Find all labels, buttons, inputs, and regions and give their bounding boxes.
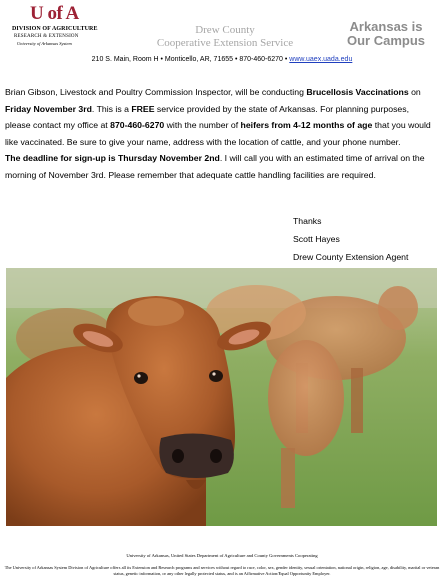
- paragraph-deadline: The deadline for sign-up is Thursday November 2nd. I will call you with an estimated time of arrival on the morning of November 3rd. Please remember that adequate cattle handling facilities are required.: [5, 153, 425, 180]
- letter-body: [5, 84, 437, 183]
- campus-line-1: Arkansas is: [349, 19, 423, 34]
- free-label: FREE: [131, 103, 155, 114]
- uada-logo: [6, 3, 98, 50]
- campus-line-2: Our Campus: [346, 33, 425, 48]
- signoff-name: Scott Hayes: [293, 234, 340, 244]
- event-date: Friday November 3rd: [5, 103, 92, 114]
- logo-subtitle: RESEARCH & EXTENSION: [14, 34, 79, 39]
- service-name: Cooperative Extension Service: [156, 37, 294, 49]
- office-phone: 870-460-6270: [110, 120, 165, 130]
- address-line: [0, 55, 444, 64]
- cattle-illustration: [6, 268, 437, 526]
- campus-slogan: [332, 20, 440, 48]
- letterhead: [0, 0, 444, 56]
- signoff-title: Drew County Extension Agent: [293, 252, 409, 262]
- county-office-title: [120, 24, 330, 50]
- deadline-text: The deadline for sign-up is Thursday November 2nd: [5, 153, 220, 163]
- county-name: Drew County: [195, 24, 255, 36]
- paragraph-announcement: Brian Gibson, Livestock and Poultry Commission Inspector, will be conducting Brucellosis Vaccinations on Friday November 3rd. This is a FREE service provided by the state of Arkansas. For planning purposes, please contact my office at 870-460-6270 with the number of heifers from 4-12 months of age that you would like vaccinated. Be sure to give your name, address with the location of cattle, and your phone number.: [5, 87, 431, 147]
- website-link[interactable]: www.uaex.uada.edu: [289, 56, 353, 63]
- address-text: 210 S. Main, Room H • Monticello, AR, 71655 • 870-460-6270 •: [91, 56, 288, 63]
- signoff-thanks: Thanks: [293, 216, 322, 226]
- logo-division: DIVISION OF AGRICULTURE: [12, 26, 98, 32]
- signature-block: [293, 212, 408, 266]
- heifer-age: heifers from 4-12 months of age: [240, 120, 373, 130]
- logo-mark: U of A: [30, 3, 79, 24]
- vaccination-type: Brucellosis Vaccinations: [306, 87, 409, 97]
- cooperating-statement: University of Arkansas, United States Department of Agriculture and County Governments Cooperating: [126, 553, 318, 558]
- logo-system: University of Arkansas System: [17, 41, 72, 46]
- eeo-disclaimer: The University of Arkansas System Division of Agriculture offers all its Extension and Research programs and services without regard to race, color, sex, gender identity, sexual orientation, national origin, religion, age, disability, marital or veteran status, genetic information, or any other legally protected status, and is an Affirmative Action/Equal Opportunity Employer.: [4, 565, 440, 576]
- heifer-photo: [6, 268, 437, 526]
